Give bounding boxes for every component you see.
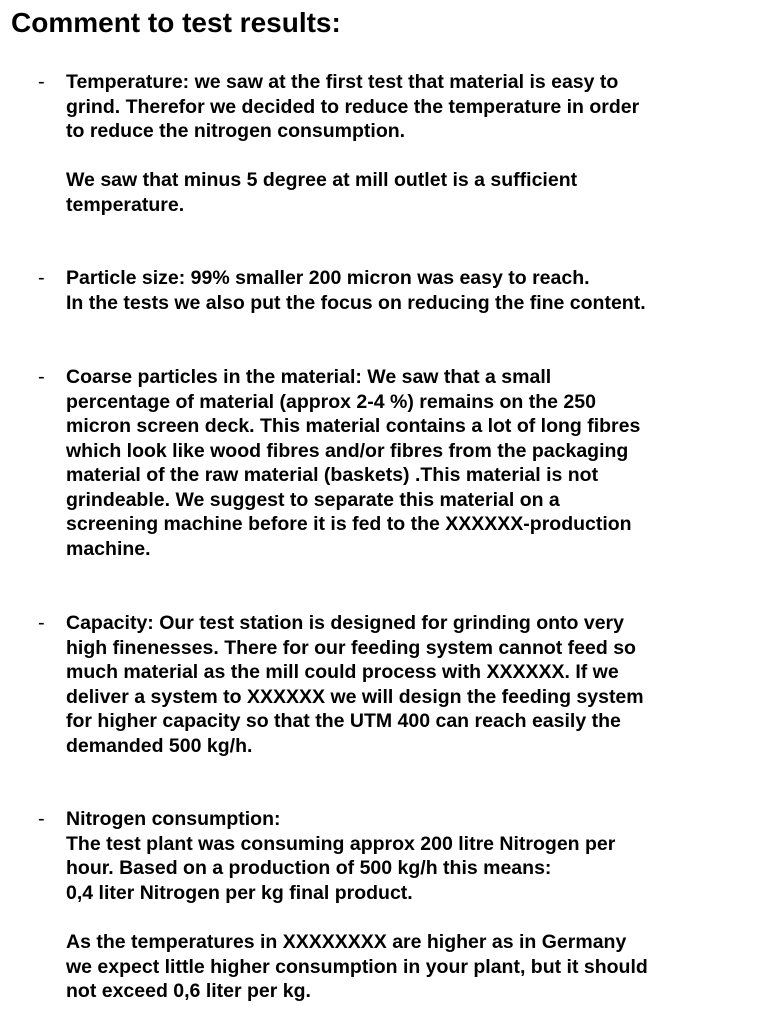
text-line: Temperature: we saw at the first test that material is easy to [66, 71, 619, 93]
bullet-marker: - [38, 366, 45, 388]
paragraph [66, 266, 766, 315]
bullet-marker: - [38, 71, 45, 93]
text-line: micron screen deck. This material contains a lot of long fibres [66, 415, 641, 437]
paragraph [66, 930, 766, 1004]
bullet-marker: - [38, 267, 45, 289]
text-line: much material as the mill could process with XXXXXX. If we [66, 661, 619, 683]
paragraph [66, 365, 766, 561]
text-line: temperature. [66, 193, 185, 216]
text-line: Particle size: 99% smaller 200 micron was easy to reach. [66, 267, 590, 289]
text-line: Coarse particles in the material: We saw that a small [66, 366, 552, 388]
text-line: We saw that minus 5 degree at mill outlet is a sufficient [66, 169, 578, 191]
text-line: screening machine before it is fed to the XXXXXX-production [66, 513, 632, 535]
text-line: grindeable. We suggest to separate this material on a [66, 488, 560, 511]
paragraph [66, 807, 766, 905]
text-line: The test plant was consuming approx 200 litre Nitrogen per [66, 832, 616, 855]
paragraph [66, 70, 766, 144]
text-line: machine. [66, 537, 151, 560]
bullet-marker: - [38, 808, 45, 830]
text-line: we expect little higher consumption in your plant, but it should [66, 955, 648, 978]
text-line: material of the raw material (baskets) .This material is not [66, 464, 599, 486]
text-line: high finenesses. There for our feeding system cannot feed so [66, 636, 636, 659]
text-line: 0,4 liter Nitrogen per kg final product. [66, 881, 413, 904]
text-line: demanded 500 kg/h. [66, 734, 253, 757]
text-line: Capacity: Our test station is designed for grinding onto very [66, 612, 624, 634]
paragraph [66, 168, 766, 217]
text-line: percentage of material (approx 2-4 %) remains on the 250 [66, 390, 596, 413]
page-title: Comment to test results: [11, 7, 341, 38]
text-line: hour. Based on a production of 500 kg/h this means: [66, 857, 552, 879]
text-line: which look like wood fibres and/or fibres from the packaging [66, 439, 629, 462]
text-line: not exceed 0,6 liter per kg. [66, 980, 311, 1002]
text-line: to reduce the nitrogen consumption. [66, 120, 406, 142]
text-line: deliver a system to XXXXXX we will design the feeding system [66, 685, 644, 708]
text-line: As the temperatures in XXXXXXXX are higher as in Germany [66, 931, 627, 953]
text-line: for higher capacity so that the UTM 400 can reach easily the [66, 710, 621, 732]
text-line: grind. Therefor we decided to reduce the temperature in order [66, 95, 640, 118]
text-line: Nitrogen consumption: [66, 808, 281, 830]
paragraph [66, 611, 766, 758]
text-line: In the tests we also put the focus on reducing the fine content. [66, 291, 646, 314]
bullet-marker: - [38, 612, 45, 634]
